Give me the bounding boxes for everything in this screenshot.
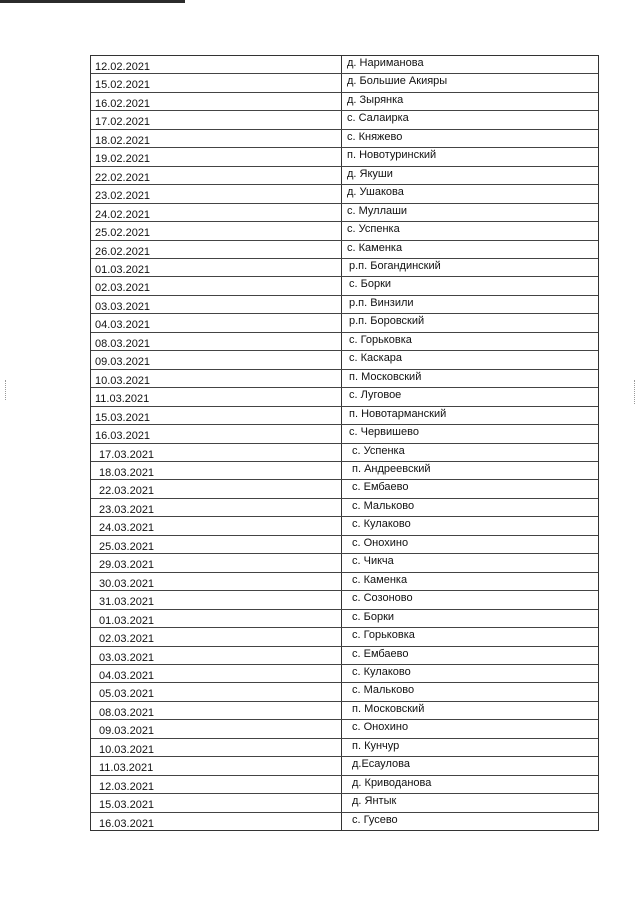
table-row	[91, 609, 598, 627]
table-row	[91, 147, 598, 165]
scan-edge-line	[0, 0, 185, 3]
settlement-cell: с. Гусево	[352, 813, 398, 826]
date-cell: 19.02.2021	[91, 148, 342, 165]
date-cell: 18.03.2021	[91, 462, 342, 479]
settlement-cell: с. Салаирка	[347, 112, 409, 125]
date-cell: 22.02.2021	[91, 167, 342, 184]
settlement-cell: с. Мальково	[352, 684, 415, 697]
settlement-cell: с. Созоново	[352, 592, 413, 605]
table-row	[91, 73, 598, 91]
table-row	[91, 498, 598, 516]
settlement-cell: д. Якуши	[347, 167, 393, 180]
settlement-cell: с. Онохино	[352, 536, 409, 549]
table-row	[91, 166, 598, 184]
date-cell: 17.03.2021	[91, 444, 342, 461]
settlement-cell: с. Княжево	[347, 130, 403, 143]
date-cell: 24.03.2021	[91, 517, 342, 534]
settlement-cell: с. Успенка	[352, 444, 405, 457]
date-cell: 10.03.2021	[91, 739, 342, 756]
settlement-cell: с. Онохино	[352, 721, 409, 734]
table-row	[91, 203, 598, 221]
date-cell: 22.03.2021	[91, 480, 342, 497]
settlement-cell: д. Нариманова	[347, 57, 424, 69]
date-cell: 23.03.2021	[91, 499, 342, 516]
settlement-cell: р.п. Винзили	[349, 296, 414, 309]
settlement-cell: р.п. Богандинский	[349, 259, 441, 272]
table-row	[91, 664, 598, 682]
settlement-cell: п. Новотарманский	[349, 407, 447, 420]
settlement-cell: п. Кунчур	[352, 739, 400, 752]
table-row	[91, 424, 598, 442]
table-row	[91, 535, 598, 553]
table-row	[91, 56, 598, 73]
table-row	[91, 719, 598, 737]
settlement-cell: с. Каскара	[349, 352, 403, 365]
settlement-cell: п. Новотуринский	[347, 149, 437, 162]
table-row	[91, 775, 598, 793]
date-cell: 25.02.2021	[91, 222, 342, 239]
settlement-cell: д. Криводанова	[352, 776, 432, 789]
date-cell: 15.03.2021	[91, 794, 342, 811]
table-row	[91, 184, 598, 202]
settlement-cell: с. Ембаево	[352, 481, 409, 494]
scan-margin-mark-right	[634, 380, 637, 404]
date-cell: 26.02.2021	[91, 241, 342, 258]
date-cell: 31.03.2021	[91, 591, 342, 608]
date-cell: 09.03.2021	[91, 720, 342, 737]
table-row	[91, 350, 598, 368]
table-row	[91, 332, 598, 350]
table-row	[91, 129, 598, 147]
settlement-cell: п. Московский	[349, 370, 422, 383]
table-row	[91, 110, 598, 128]
settlement-cell: д. Янтык	[352, 795, 397, 808]
table-row	[91, 738, 598, 756]
date-cell: 16.02.2021	[91, 93, 342, 110]
date-cell: 16.03.2021	[91, 813, 342, 830]
date-cell: 12.02.2021	[91, 56, 342, 73]
settlement-cell: д. Ушакова	[347, 186, 404, 199]
settlement-cell: п. Московский	[352, 702, 425, 715]
settlement-cell: с. Горьковка	[349, 333, 412, 346]
date-cell: 08.03.2021	[91, 333, 342, 350]
table-row	[91, 627, 598, 645]
scan-margin-mark-left	[5, 380, 8, 400]
date-cell: 16.03.2021	[91, 425, 342, 442]
table-row	[91, 240, 598, 258]
table-row	[91, 812, 598, 830]
date-cell: 12.03.2021	[91, 776, 342, 793]
settlement-cell: с. Мальково	[352, 499, 415, 512]
date-cell: 04.03.2021	[91, 314, 342, 331]
table-row	[91, 276, 598, 294]
table-row	[91, 553, 598, 571]
date-cell: 04.03.2021	[91, 665, 342, 682]
table-row	[91, 295, 598, 313]
date-cell: 23.02.2021	[91, 185, 342, 202]
settlement-cell: с. Успенка	[347, 223, 400, 236]
table-row	[91, 92, 598, 110]
table-row	[91, 701, 598, 719]
settlement-cell: д. Большие Акияры	[347, 75, 448, 88]
settlement-cell: д. Зырянка	[347, 93, 404, 106]
table-row	[91, 756, 598, 774]
settlement-cell: с. Каменка	[347, 241, 403, 254]
settlement-cell: с. Ембаево	[352, 647, 409, 660]
date-cell: 01.03.2021	[91, 259, 342, 276]
date-cell: 11.03.2021	[91, 388, 342, 405]
settlement-cell: с. Борки	[349, 278, 392, 291]
date-cell: 02.03.2021	[91, 277, 342, 294]
table-row	[91, 443, 598, 461]
schedule-table	[90, 55, 599, 831]
settlement-cell: с. Борки	[352, 610, 395, 623]
settlement-cell: с. Муллаши	[347, 204, 408, 217]
table-row	[91, 793, 598, 811]
date-cell: 15.03.2021	[91, 407, 342, 424]
settlement-cell: с. Кулаково	[352, 665, 411, 678]
date-cell: 24.02.2021	[91, 204, 342, 221]
settlement-cell: с. Каменка	[352, 573, 408, 586]
date-cell: 17.02.2021	[91, 111, 342, 128]
settlement-cell: р.п. Боровский	[349, 315, 425, 328]
date-cell: 30.03.2021	[91, 573, 342, 590]
table-row	[91, 387, 598, 405]
table-row	[91, 221, 598, 239]
table-row	[91, 479, 598, 497]
date-cell: 29.03.2021	[91, 554, 342, 571]
settlement-cell: п. Андреевский	[352, 462, 431, 475]
table-row	[91, 646, 598, 664]
table-row	[91, 313, 598, 331]
table-row	[91, 258, 598, 276]
table-row	[91, 406, 598, 424]
settlement-cell: с. Горьковка	[352, 629, 415, 642]
date-cell: 03.03.2021	[91, 296, 342, 313]
date-cell: 01.03.2021	[91, 610, 342, 627]
table-row	[91, 572, 598, 590]
table-row	[91, 461, 598, 479]
settlement-cell: с. Луговое	[349, 389, 402, 402]
date-cell: 08.03.2021	[91, 702, 342, 719]
date-cell: 05.03.2021	[91, 683, 342, 700]
date-cell: 11.03.2021	[91, 757, 342, 774]
date-cell: 10.03.2021	[91, 370, 342, 387]
settlement-cell: с. Червишево	[349, 426, 419, 439]
date-cell: 15.02.2021	[91, 74, 342, 91]
settlement-cell: с. Чикча	[352, 555, 394, 568]
date-cell: 18.02.2021	[91, 130, 342, 147]
date-cell: 02.03.2021	[91, 628, 342, 645]
settlement-cell: д.Есаулова	[352, 758, 410, 771]
date-cell: 25.03.2021	[91, 536, 342, 553]
date-cell: 03.03.2021	[91, 647, 342, 664]
date-cell: 09.03.2021	[91, 351, 342, 368]
table-row	[91, 682, 598, 700]
settlement-cell: с. Кулаково	[352, 518, 411, 531]
table-row	[91, 590, 598, 608]
table-row	[91, 516, 598, 534]
table-row	[91, 369, 598, 387]
